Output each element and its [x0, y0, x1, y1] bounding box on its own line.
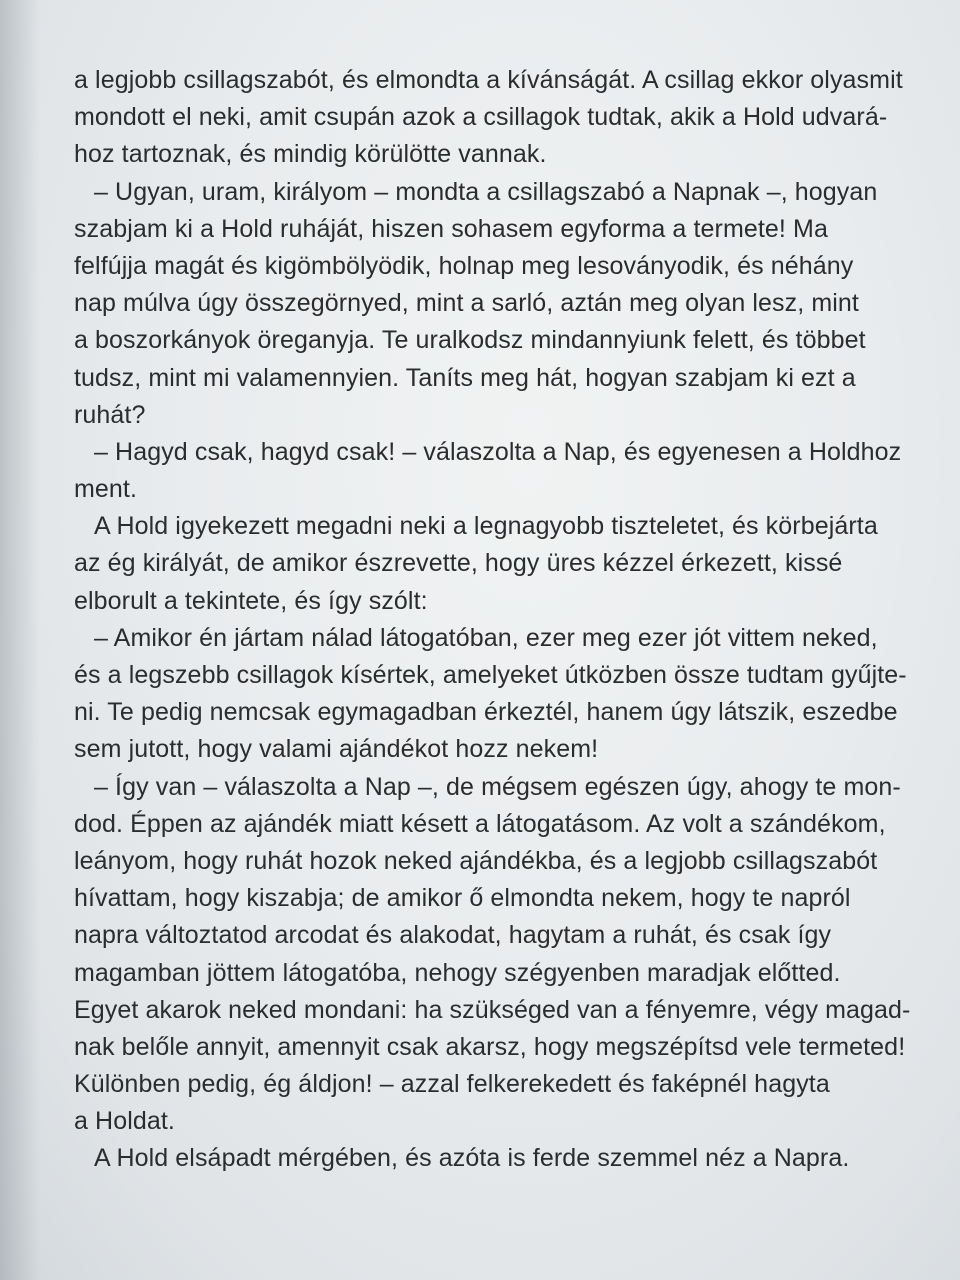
text-line: ni. Te pedig nemcsak egymagadban érkeztél, hanem úgy látszik, eszedbe: [74, 698, 898, 727]
text-line: az ég királyát, de amikor észrevette, hogy üres kézzel érkezett, kissé: [74, 549, 843, 578]
text-line: magamban jöttem látogatóba, nehogy szégyenben maradjak előtted.: [74, 958, 841, 987]
text-line: szabjam ki a Hold ruháját, hiszen sohasem egyforma a termete! Ma: [74, 214, 828, 243]
text-line: sem jutott, hogy valami ajándékot hozz nekem!: [74, 735, 599, 764]
text-line: dod. Éppen az ajándék miatt késett a látogatásom. Az volt a szándékom,: [74, 809, 886, 838]
text-line: és a legszebb csillagok kísértek, amelyeket útközben össze tudtam gyűjte-: [74, 661, 907, 689]
text-line: leányom, hogy ruhát hozok neked ajándékba, és a legjobb csillagszabót: [74, 846, 878, 875]
text-line: ruhát?: [74, 400, 146, 429]
text-line: elborult a tekintete, és így szólt:: [74, 586, 428, 615]
text-line: nap múlva úgy összegörnyed, mint a sarló, aztán meg olyan lesz, mint: [74, 289, 859, 318]
page-edge-shadow: [0, 0, 40, 1280]
text-line: felfújja magát és kigömbölyödik, holnap meg lesoványodik, és néhány: [74, 251, 854, 280]
text-line: – Így van – válaszolta a Nap –, de mégsem egészen úgy, ahogy te mon-: [94, 772, 901, 801]
text-line: A Hold elsápadt mérgében, és azóta is ferde szemmel néz a Napra.: [94, 1144, 850, 1173]
text-line: a Holdat.: [74, 1107, 175, 1136]
text-line: ment.: [74, 475, 138, 504]
text-line: hívattam, hogy kiszabja; de amikor ő elmondta nekem, hogy te napról: [74, 884, 851, 913]
text-line: – Hagyd csak, hagyd csak! – válaszolta a Nap, és egyenesen a Holdhoz: [94, 437, 902, 466]
text-line: – Ugyan, uram, királyom – mondta a csillagszabó a Napnak –, hogyan: [94, 177, 878, 206]
text-line: a boszorkányok öreganyja. Te uralkodsz mindannyiunk felett, és többet: [74, 326, 866, 355]
text-line: napra változtatod arcodat és alakodat, hagytam a ruhát, és csak így: [74, 921, 832, 950]
text-line: hoz tartoznak, és mindig körülötte vannak.: [74, 140, 547, 169]
text-line: Egyet akarok neked mondani: ha szükséged van a fényemre, végy magad-: [74, 995, 911, 1024]
text-line: Különben pedig, ég áldjon! – azzal felkerekedett és faképnél hagyta: [74, 1070, 830, 1099]
text-line: nak belőle annyit, amennyit csak akarsz, hogy megszépítsd vele termeted!: [74, 1032, 906, 1061]
text-line: – Amikor én jártam nálad látogatóban, ezer meg ezer jót vittem neked,: [94, 623, 878, 652]
text-line: tudsz, mint mi valamennyien. Taníts meg hát, hogyan szabjam ki ezt a: [74, 363, 856, 392]
text-line: a legjobb csillagszabót, és elmondta a kívánságát. A csillag ekkor olyasmit: [74, 66, 903, 94]
body-text: [74, 62, 914, 1178]
text-line: A Hold igyekezett megadni neki a legnagyobb tiszteletet, és körbejárta: [94, 512, 878, 541]
text-line: mondott el neki, amit csupán azok a csillagok tudtak, akik a Hold udvará-: [74, 103, 888, 132]
